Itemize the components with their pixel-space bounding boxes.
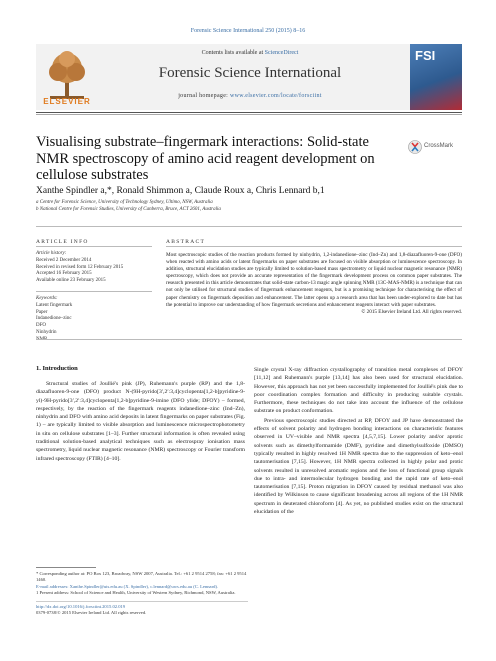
journal-title: Forensic Science International: [158, 65, 342, 81]
history-label: Article history:: [36, 251, 67, 256]
header-divider: [36, 112, 462, 113]
history-item: Available online 23 February 2015: [36, 278, 106, 284]
paragraph: Structural studies of Joullié's pink (JP), Ruhemann's purple (RP) and the 1,8-diazafluoren-9-one (DFO) product N-(9H-pyrido[3′,2′:3,4]cyclopenta[1,2-b]pyridine-9-yl)-9H-pyrido[3′,2′:3,4]cyclopenta[1,2-b]pyridine-9-imine (DFO ylide; DFOY) – formed, respectively, by the reaction of the fingermark reagents indanedione–zinc (Ind–Zn), ninhydrin and DFO with amino acid deposits in latent fingermarks on paper substrates (Fig. 1) – are typically limited to visible absorption and luminescence microspectrophotometry in situ on cellulose substrates [1–3]. Further structural information is often revealed using traditional solution-based analytical techniques such as electrospray ionisation mass spectrometry, liquid nuclear magnetic resonance (NMR) spectroscopy or Fourier transform infrared spectroscopy (FTIR) [4–10].: [36, 381, 245, 462]
abstract-text: Most spectroscopic studies of the reaction products formed by ninhydrin, 1,2-indanedione–zinc (Ind–Zn) and 1,8-diazafluoren-9-one (DFO) when reacted with amino acids or latent fingermarks on paper substrates are focused on visible absorption or luminescence spectroscopy. In addition, structural elucidation studies are typically limited to solution-based mass spectrometry or liquid nuclear magnetic resonance (NMR) spectroscopy, which does not provide an accurate representation of the fingermark development process on common paper substrates. The research presented in this article demonstrates that solid-state carbon-13 magic angle spinning NMR (13C-MAS-NMR) is a technique that can not only be utilised for structural studies of fingermark enhancement reagents, but is a promising technique for characterising the effect of paper chemistry on fingermark deposition and enhancement. The latter opens up a research area that has been under-explored to date but has the potential to improve our understanding of how fingermark secretions and enhancement reagents interact with paper substrates.: [166, 252, 462, 308]
abstract-heading: ABSTRACT: [166, 239, 206, 245]
keyword: Paper: [36, 309, 48, 315]
history-item: Received in revised form 12 February 2015: [36, 264, 124, 270]
article-title: Visualising substrate–fingermark interactions: Solid-state NMR spectroscopy of amino acid reagent development on cellulose substrates: [36, 134, 375, 183]
doi-block: [36, 604, 248, 617]
keywords-divider: [36, 291, 152, 292]
cover-label: FSI: [415, 48, 436, 63]
affiliation-a: a Centre for Forensic Science, University of Technology Sydney, Ultimo, NSW, Australia: [36, 200, 213, 205]
email-addresses[interactable]: E-mail addresses: Xanthe.Spindler@uts.edu.au (X. Spindler), c.lennard@uws.edu.au (C. Lennard).: [36, 583, 219, 589]
history-item: Received 2 December 2014: [36, 257, 92, 263]
homepage-prefix: journal homepage:: [178, 93, 230, 99]
footnote-divider: [36, 567, 96, 568]
article-history: [36, 251, 156, 285]
footnotes: [36, 571, 248, 597]
present-address-note: 1 Present address: School of Science and Health, University of Western Sydney, Richmond, NSW, Australia.: [36, 590, 236, 596]
abstract-divider: [166, 246, 462, 247]
body-divider: [36, 339, 462, 340]
section-divider: [36, 226, 462, 227]
crossmark-label: CrossMark: [424, 143, 454, 149]
keyword: DFO: [36, 323, 47, 329]
history-item: Accepted 16 February 2015: [36, 271, 92, 277]
journal-reference[interactable]: Forensic Science International 250 (2015) 8–16: [190, 28, 306, 34]
keyword: Ninhydrin: [36, 329, 57, 335]
keywords-label: Keywords:: [36, 296, 58, 301]
sciencedirect-link[interactable]: ScienceDirect: [264, 50, 299, 56]
author-list: Xanthe Spindler a,*, Ronald Shimmon a, Claude Roux a, Chris Lennard b,1: [36, 186, 325, 196]
contents-line: [100, 50, 400, 56]
body-column-left: [36, 380, 245, 464]
crossmark-badge[interactable]: [408, 140, 464, 156]
doi-divider: [36, 601, 248, 602]
corresponding-author-note: * Corresponding author at: PO Box 123, Broadway, NSW 2007, Australia. Tel.: +61 2 9514 2758; fax: +61 2 9514 1460.: [36, 571, 247, 583]
homepage-link[interactable]: www.elsevier.com/locate/forsciint: [229, 93, 322, 99]
crossmark-icon: [408, 140, 422, 154]
issn-line: 0379-0738/© 2015 Elsevier Ireland Ltd. All rights reserved.: [36, 610, 147, 616]
header-divider-thin: [36, 114, 462, 115]
copyright: © 2015 Elsevier Ireland Ltd. All rights reserved.: [361, 308, 462, 315]
section-heading: 1. Introduction: [36, 365, 78, 372]
publisher-name: ELSEVIER: [43, 97, 91, 106]
doi-link[interactable]: http://dx.doi.org/10.1016/j.forsciint.2015.02.019: [36, 604, 126, 609]
journal-cover-image: [410, 44, 462, 110]
body-column-right: [254, 366, 463, 517]
elsevier-tree-icon: [36, 46, 98, 102]
journal-homepage: [100, 93, 400, 99]
keywords: [36, 296, 156, 344]
abstract-body: [166, 252, 462, 316]
contents-prefix: Contents lists available at: [201, 50, 265, 56]
affiliations: [36, 199, 456, 213]
paragraph: Previous spectroscopic studies directed at RP, DFOY and JP have demonstrated the effects of solvent polarity and hydrogen bonding interactions on characteristic features observed in UV–visible and NMR spectra [4,5,7,15]. Lower polarity and/or aprotic solvents such as dimethylformamide (DMF), pyridine and dimethylsulfoxide (DMSO) typically resulted in highly resolved 1H NMR spectra due to the suppression of keto–enol tautomerisation [7,15]. However, 1H NMR spectra collected in highly polar and protic solvents resulted in unresolved aromatic regions and the loss of functional group signals due to intra- and intermolecular hydrogen bonding and the rapid rate of keto–enol tautomerisation [7,15]. Proton migration in DFOY caused by residual methanol was also identified by Wilkinson to cause significant broadening across all regions of the 1H NMR spectrum in deuterated chloroform [4]. As yet, no published studies exist on the structural elucidation of the: [254, 417, 463, 516]
affiliation-b: b National Centre for Forensic Studies, University of Canberra, Bruce, ACT 2601, Australia: [36, 207, 221, 212]
elsevier-logo: [36, 44, 98, 110]
keyword: [36, 337, 156, 344]
paragraph: Single crystal X-ray diffraction crystallography of transition metal complexes of DFOY [11,12] and Ruhemann's purple [13,14] has also been used for structural elucidation. However, this approach has not yet been successfully implemented for Joullié's pink due to poor coordination complex formation and difficulty in producing suitable crystals. Furthermore, these techniques do not take into account the influence of the cellulose substrate on product conformation.: [254, 367, 463, 415]
article-info-heading: ARTICLE INFO: [36, 239, 89, 245]
keyword: Latent fingermark: [36, 302, 73, 308]
article-info-divider: [36, 246, 152, 247]
keyword: Indanedione–zinc: [36, 316, 72, 322]
